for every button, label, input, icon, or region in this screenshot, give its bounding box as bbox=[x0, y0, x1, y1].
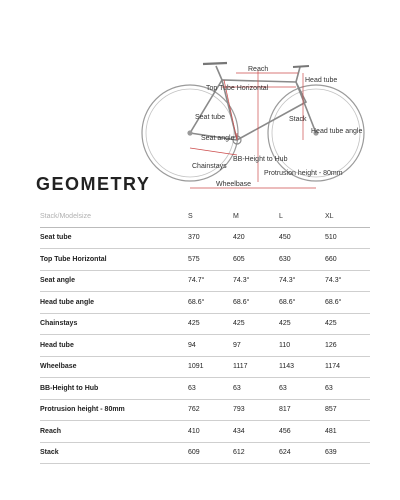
chainstays-label: Chainstays bbox=[192, 163, 227, 170]
cell-l: 68.6° bbox=[279, 292, 325, 314]
cell-m: 63 bbox=[233, 378, 279, 400]
row-label: Head tube angle bbox=[40, 292, 188, 314]
cell-xl: 1174 bbox=[325, 356, 370, 378]
stem bbox=[296, 67, 300, 82]
size-header-xl: XL bbox=[325, 206, 370, 227]
row-label: Protrusion height - 80mm bbox=[40, 399, 188, 421]
row-label: Reach bbox=[40, 421, 188, 443]
row-label: Stack bbox=[40, 442, 188, 464]
cell-s: 68.6° bbox=[188, 292, 233, 314]
cell-xl: 68.6° bbox=[325, 292, 370, 314]
table-row bbox=[40, 270, 370, 292]
cell-s: 425 bbox=[188, 313, 233, 335]
row-label: Top Tube Horizontal bbox=[40, 249, 188, 271]
geometry-table bbox=[40, 206, 370, 464]
bike-geometry-diagram bbox=[0, 0, 400, 195]
cell-m: 68.6° bbox=[233, 292, 279, 314]
table-row bbox=[40, 335, 370, 357]
cell-l: 450 bbox=[279, 227, 325, 249]
rear-hub bbox=[188, 131, 192, 135]
cell-l: 1143 bbox=[279, 356, 325, 378]
cell-xl: 857 bbox=[325, 399, 370, 421]
cell-xl: 126 bbox=[325, 335, 370, 357]
cell-xl: 660 bbox=[325, 249, 370, 271]
cell-m: 74.3° bbox=[233, 270, 279, 292]
head-tube-angle-label: Head tube angle bbox=[311, 128, 363, 135]
cell-m: 612 bbox=[233, 442, 279, 464]
seat-tube-label: Seat tube bbox=[195, 114, 225, 121]
cell-m: 97 bbox=[233, 335, 279, 357]
cell-l: 74.3° bbox=[279, 270, 325, 292]
cell-m: 425 bbox=[233, 313, 279, 335]
cell-s: 63 bbox=[188, 378, 233, 400]
handlebar bbox=[293, 66, 309, 67]
cell-l: 110 bbox=[279, 335, 325, 357]
size-header-m: M bbox=[233, 206, 279, 227]
cell-s: 609 bbox=[188, 442, 233, 464]
cell-m: 434 bbox=[233, 421, 279, 443]
table-row bbox=[40, 356, 370, 378]
cell-s: 370 bbox=[188, 227, 233, 249]
page-title: GEOMETRY bbox=[36, 174, 151, 194]
stack-label: Stack bbox=[289, 116, 307, 123]
cell-s: 94 bbox=[188, 335, 233, 357]
cell-l: 817 bbox=[279, 399, 325, 421]
cell-xl: 481 bbox=[325, 421, 370, 443]
cell-l: 624 bbox=[279, 442, 325, 464]
table-row bbox=[40, 399, 370, 421]
size-header-l: L bbox=[279, 206, 325, 227]
stub-header: Stack/Modelsize bbox=[40, 206, 188, 227]
cell-s: 1091 bbox=[188, 356, 233, 378]
table-row bbox=[40, 313, 370, 335]
cell-s: 410 bbox=[188, 421, 233, 443]
row-label: Seat angle bbox=[40, 270, 188, 292]
seat-angle-label: Seat angle bbox=[201, 135, 235, 142]
cell-s: 575 bbox=[188, 249, 233, 271]
cell-xl: 639 bbox=[325, 442, 370, 464]
wheelbase-label: Wheelbase bbox=[216, 181, 252, 188]
cell-m: 605 bbox=[233, 249, 279, 271]
cell-xl: 510 bbox=[325, 227, 370, 249]
head-tube-label: Head tube bbox=[305, 77, 338, 84]
size-header-s: S bbox=[188, 206, 233, 227]
top-tube-label: Top Tube Horizontal bbox=[206, 85, 269, 92]
table-row bbox=[40, 442, 370, 464]
cell-m: 1117 bbox=[233, 356, 279, 378]
reach-label: Reach bbox=[248, 66, 269, 73]
table-row bbox=[40, 292, 370, 314]
cell-l: 63 bbox=[279, 378, 325, 400]
cell-m: 793 bbox=[233, 399, 279, 421]
cell-s: 74.7° bbox=[188, 270, 233, 292]
row-label: Chainstays bbox=[40, 313, 188, 335]
cell-xl: 63 bbox=[325, 378, 370, 400]
cell-xl: 425 bbox=[325, 313, 370, 335]
seatpost bbox=[216, 66, 222, 80]
row-label: Seat tube bbox=[40, 227, 188, 249]
cell-l: 425 bbox=[279, 313, 325, 335]
cell-xl: 74.3° bbox=[325, 270, 370, 292]
cell-m: 420 bbox=[233, 227, 279, 249]
saddle bbox=[203, 63, 227, 64]
cell-l: 456 bbox=[279, 421, 325, 443]
row-label: BB-Height to Hub bbox=[40, 378, 188, 400]
table-row bbox=[40, 249, 370, 271]
table-row bbox=[40, 227, 370, 249]
row-label: Head tube bbox=[40, 335, 188, 357]
cell-l: 630 bbox=[279, 249, 325, 271]
table-header-row bbox=[40, 206, 370, 227]
table-row bbox=[40, 421, 370, 443]
bb-height-label: BB-Height to Hub bbox=[233, 156, 288, 163]
cell-s: 762 bbox=[188, 399, 233, 421]
protrusion-label: Protrusion height - 80mm bbox=[264, 170, 343, 177]
table-row bbox=[40, 378, 370, 400]
row-label: Wheelbase bbox=[40, 356, 188, 378]
